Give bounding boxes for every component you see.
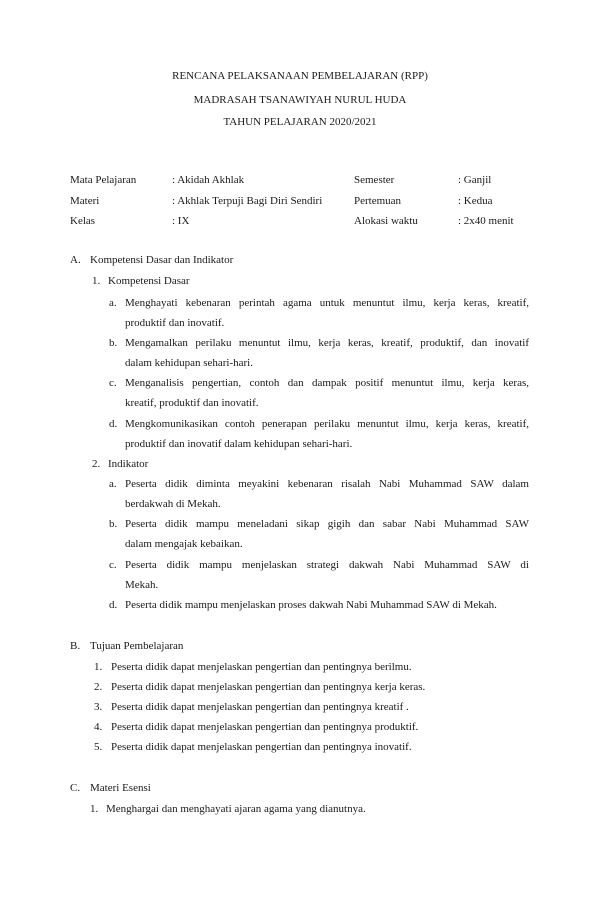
list-item-marker: d. bbox=[109, 418, 118, 430]
list-item-text: Peserta didik dapat menjelaskan pengertian dan pentingnya produktif. bbox=[111, 721, 419, 733]
section-c-title: Materi Esensi bbox=[90, 782, 151, 794]
section-a-title: Kompetensi Dasar dan Indikator bbox=[90, 254, 234, 266]
section-a-marker: A. bbox=[70, 254, 81, 266]
list-item-text: kreatif, produktif dan inovatif. bbox=[125, 397, 259, 409]
list-item-marker: 2. bbox=[94, 681, 103, 693]
kd-title: Kompetensi Dasar bbox=[108, 275, 190, 287]
mapel-label: Mata Pelajaran bbox=[70, 174, 137, 186]
doc-title-line-3: TAHUN PELAJARAN 2020/2021 bbox=[223, 116, 377, 128]
list-item-marker: 4. bbox=[94, 721, 103, 733]
list-item-text: berdakwah di Mekah. bbox=[125, 498, 221, 510]
alokasi-value: : 2x40 menit bbox=[458, 215, 514, 227]
list-item-marker: 3. bbox=[94, 701, 103, 713]
materi-value: : Akhlak Terpuji Bagi Diri Sendiri bbox=[172, 195, 323, 207]
semester-label: Semester bbox=[354, 174, 395, 186]
list-item-text: produktif dan inovatif. bbox=[125, 317, 225, 329]
section-b-marker: B. bbox=[70, 640, 81, 652]
list-item-marker: 1. bbox=[90, 803, 99, 815]
kelas-value: : IX bbox=[172, 215, 190, 227]
list-item-text: Mengkomunikasikan contoh penerapan perilaku menuntut ilmu, kerja keras, kreatif, bbox=[125, 418, 529, 430]
list-item-marker: b. bbox=[109, 518, 118, 530]
kelas-label: Kelas bbox=[70, 215, 96, 227]
list-item-marker: c. bbox=[109, 377, 117, 389]
section-c-marker: C. bbox=[70, 782, 81, 794]
alokasi-label: Alokasi waktu bbox=[354, 215, 418, 227]
list-item-marker: 1. bbox=[94, 661, 103, 673]
list-item-text: Mekah. bbox=[125, 579, 159, 591]
list-item-text: Mengamalkan perilaku menuntut ilmu, kerja keras, kreatif, produktif, dan inovatif bbox=[125, 337, 529, 349]
indikator-title: Indikator bbox=[108, 458, 149, 470]
list-item-text: Peserta didik dapat menjelaskan pengertian dan pentingnya berilmu. bbox=[111, 661, 412, 673]
doc-title-line-2: MADRASAH TSANAWIYAH NURUL HUDA bbox=[193, 94, 407, 106]
pertemuan-value: : Kedua bbox=[458, 195, 493, 207]
list-item-text: Peserta didik dapat menjelaskan pengertian dan pentingnya kerja keras. bbox=[111, 681, 426, 693]
list-item-marker: a. bbox=[109, 297, 117, 309]
semester-value: : Ganjil bbox=[458, 174, 492, 186]
list-item-text: dalam kehidupan sehari-hari. bbox=[125, 357, 253, 369]
list-item-text: Peserta didik mampu meneladani sikap gigih dan sabar Nabi Muhammad SAW bbox=[125, 518, 529, 530]
list-item-text: Peserta didik mampu menjelaskan proses dakwah Nabi Muhammad SAW di Mekah. bbox=[125, 599, 497, 611]
doc-title-line-1: RENCANA PELAKSANAAN PEMBELAJARAN (RPP) bbox=[172, 70, 428, 82]
list-item-text: Peserta didik dapat menjelaskan pengertian dan pentingnya kreatif . bbox=[111, 701, 409, 713]
materi-label: Materi bbox=[70, 195, 100, 207]
list-item-text: Menghayati kebenaran perintah agama untuk menuntut ilmu, kerja keras, kreatif, bbox=[125, 297, 529, 309]
list-item-text: Menganalisis pengertian, contoh dan dampak positif menuntut ilmu, kerja keras, bbox=[125, 377, 529, 389]
list-item-text: Peserta didik dapat menjelaskan pengertian dan pentingnya inovatif. bbox=[111, 741, 412, 753]
list-item-marker: d. bbox=[109, 599, 118, 611]
list-item-marker: b. bbox=[109, 337, 118, 349]
list-item-marker: c. bbox=[109, 559, 117, 571]
list-item-text: Peserta didik diminta meyakini kebenaran risalah Nabi Muhammad SAW dalam bbox=[125, 478, 529, 490]
list-item-text: Peserta didik mampu menjelaskan strategi dakwah Nabi Muhammad SAW di bbox=[125, 559, 529, 571]
mapel-value: : Akidah Akhlak bbox=[172, 174, 245, 186]
list-item-marker: 5. bbox=[94, 741, 103, 753]
pertemuan-label: Pertemuan bbox=[354, 195, 402, 207]
list-item-text: produktif dan inovatif dalam kehidupan sehari-hari. bbox=[125, 438, 353, 450]
kd-marker: 1. bbox=[92, 275, 101, 287]
list-item-text: Menghargai dan menghayati ajaran agama yang dianutnya. bbox=[106, 803, 366, 815]
indikator-marker: 2. bbox=[92, 458, 101, 470]
section-b-title: Tujuan Pembelajaran bbox=[90, 640, 184, 652]
list-item-text: dalam mengajak kebaikan. bbox=[125, 538, 243, 550]
list-item-marker: a. bbox=[109, 478, 117, 490]
